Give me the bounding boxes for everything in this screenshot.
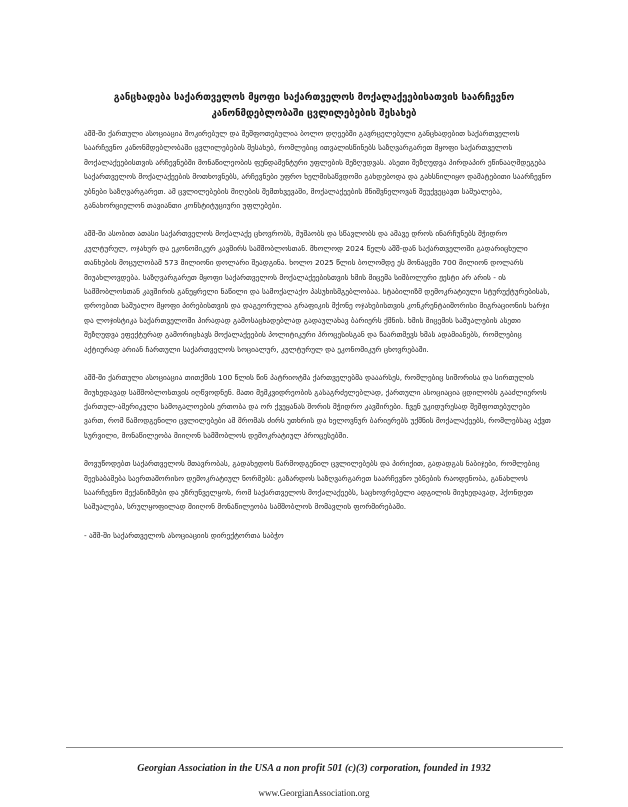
paragraph-2: აშშ-ში ასობით ათასი საქართველოს მოქალაქე ცხოვრობს, მუშაობს და სწავლობს და ამავე დროს ინარჩუნებს მჭიდრო კულტურულ, ოჯახურ და ეკონომიკურ კავშირს სამშობლოსთან. მხოლოდ 2024 წელს აშშ-დან საქართველოში გადარიცხული თანხების მოცულობამ 573 მილიონი დოლარი შეადგინა. ხოლო 2025 წლის ბოლომდე ეს მონაცემი 700 მილიონ დოლარს მიუახლოვდება. საზღვარგარეთ მყოფი საქართველოს მოქალაქეებისთვის ხმის მიცემა სიმბოლური ჟესტი არ არის - ის სამშობლოსთან კავშირის განუყრელი ნაწილი და სამოქალაქო პასუხისმგებლობაა. სტაბილიზმ დემოკრატიული სტურუქტურებისას, დროებით საშუალო მყოფი პირებისთვის და დაგეორულია გრაფიკის მქონე ოჯახებისთვის კონკრენტაიშორისი მიგრაციონის ხარჯი და ლოჯისტიკა საქართველოში პირადად გამოსაცხადებლად გადაულახავ ბარიერს ქმნის. ხმის მიცემის საშუალების ასეთი შეზღუდვა ეფექტურად გამორიცხავს მოქალაქეების პოლიტიკური პროცესისგან და წაართმევს ხმას ადამიანებს, რომლებიც აქტიურად არიან ჩართული საქართველოს სოციალურ, კულტურულ და ეკონომიკურ ცხოვრებაში. <box>84 229 550 354</box>
paragraph-4: მოვუწოდებთ საქართველოს მთავრობას, გადახედოს წარმოდგენილ ცვლილებებს და პირიქით, გადადგას ნაბიჯები, რომლებიც შეესაბამება საერთაშორისო დემოკრატიულ ნორმებს: გაზარდოს საზღვარგარეთ საარჩევნო უბნების რაოდენობა, განახლოს საარჩევნო მექანიზმები და უზრუნველყოს, რომ საქართველოს მოქალაქეებს, საცხოვრებელი ადგილის მიუხედავად, ჰქონდეთ საშუალება, სრულყოფილად მიიღონ მონაწილეობა სამშობლოს მომავლის ფორმირებაში. <box>84 459 540 512</box>
title-line-1: განცხადება საქართველოს მყოფი საქართველოს მოქალაქეებისათვის საარჩევნო <box>113 92 515 103</box>
title-line-2: კანონმდებლობაში ცვლილებების შესახებ <box>211 108 417 119</box>
document-body <box>84 127 552 543</box>
footer-website-link[interactable]: www.GeorgianAssociation.org <box>258 788 370 798</box>
signature: - აშშ-ში საქართველოს ასოციაციის დირექტორთა საბჭო <box>84 530 284 540</box>
document-title <box>40 90 588 122</box>
footer-divider <box>66 747 563 748</box>
paragraph-1: აშშ-ში ქართული ასოციაცია შოკირებულ და შეშფოთებულია ბოლო დღეებში გავრცელებული განცხადებით საქართველოს საარჩევნო კანონმდებლობაში ცვლილებების შესახებ, რომლებიც ითვალისწინებს საზღვარგარეთ მყოფი საქართველოს მოქალაქეებისთვის არჩევნებში მონაწილეობის ფუნდამენტური უფლების შეზღუდვას. ასეთი შეზღუდვა პირდაპირ ეწინააღმდეგება საქართველოს მოქალაქეების მოთხოვნებს, არჩევნები უფრო ხელმისაწვდომი გახდებოდა და გახსნილიყო დამატებითი საარჩევნო უბნები საზღვარგარეთ. ამ ცვლილებების მიღების შემთხვევაში, მოქალაქეების მნიშვნელოვან შეუქვეცავთ საშუალება, განახორციელონ თავიანთი კონსტიტუციური უფლებები. <box>84 129 552 211</box>
footer-organization: Georgian Association in the USA a non profit 501 (c)(3) corporation, founded in 1932 <box>137 763 491 774</box>
paragraph-3: აშშ-ში ქართული ასოციაცია თითქმის 100 წლის წინ პატრიოტმა ქართველებმა დააარსეს, რომლებიც სიშორისა და სირთულის მიუხედავად სამშობლოსთვის იღწვოდნენ. მათი მემკვიდრეობის გასაგრძელებლად, ქართული ასოციაცია ცდილობს გააძლიეროს ქართულ-ამერიკული სამოგალოების ერთობა და ორ ქვეყანას შორის მჭიდრო კავშირები. ჩვენ უკიდურესად შეშფოთებულები ვართ, რომ წამოდგენილი ცვლილებები ამ მრომას ძირს უთხრის და ხელოვნურ ბარიერებს უქმნის მოქალაქეებს, რომლებსაც აქვთ სურვილი, მონაწილეობა მიიღონ სამშობლოს დემოკრატიულ პროცესებში. <box>84 373 551 440</box>
